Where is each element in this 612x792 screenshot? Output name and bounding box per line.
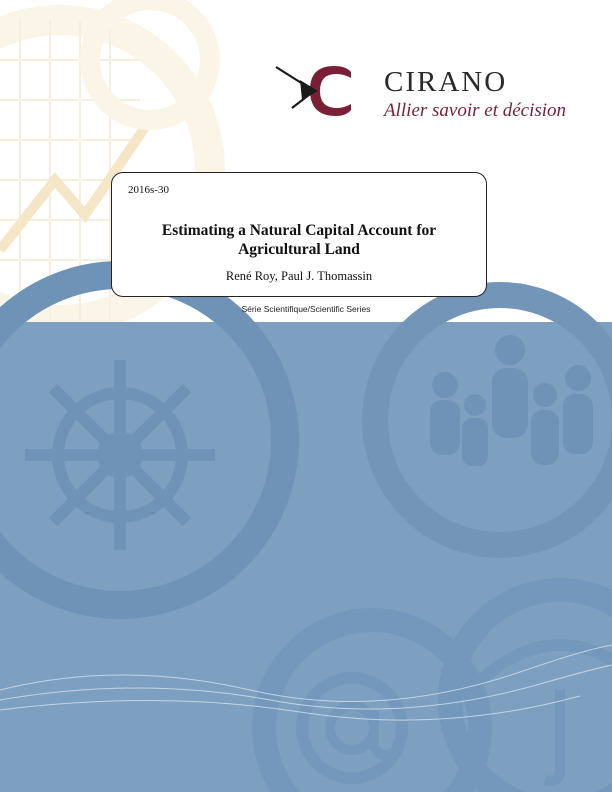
document-authors: René Roy, Paul J. Thomassin: [225, 269, 373, 283]
cirano-logo-mark-icon: [274, 64, 354, 120]
cirano-logo: [274, 64, 567, 124]
series-label: Série Scientifique/Scientific Series: [241, 304, 371, 314]
document-title-line-2: Agricultural Land: [238, 241, 360, 258]
document-title-line-1: Estimating a Natural Capital Account for: [161, 222, 437, 239]
document-title: [112, 221, 486, 259]
document-number: 2016s-30: [128, 184, 169, 196]
logo-name: CIRANO: [384, 66, 508, 98]
logo-tagline: Allier savoir et décision: [384, 100, 567, 121]
title-box: [111, 172, 487, 297]
